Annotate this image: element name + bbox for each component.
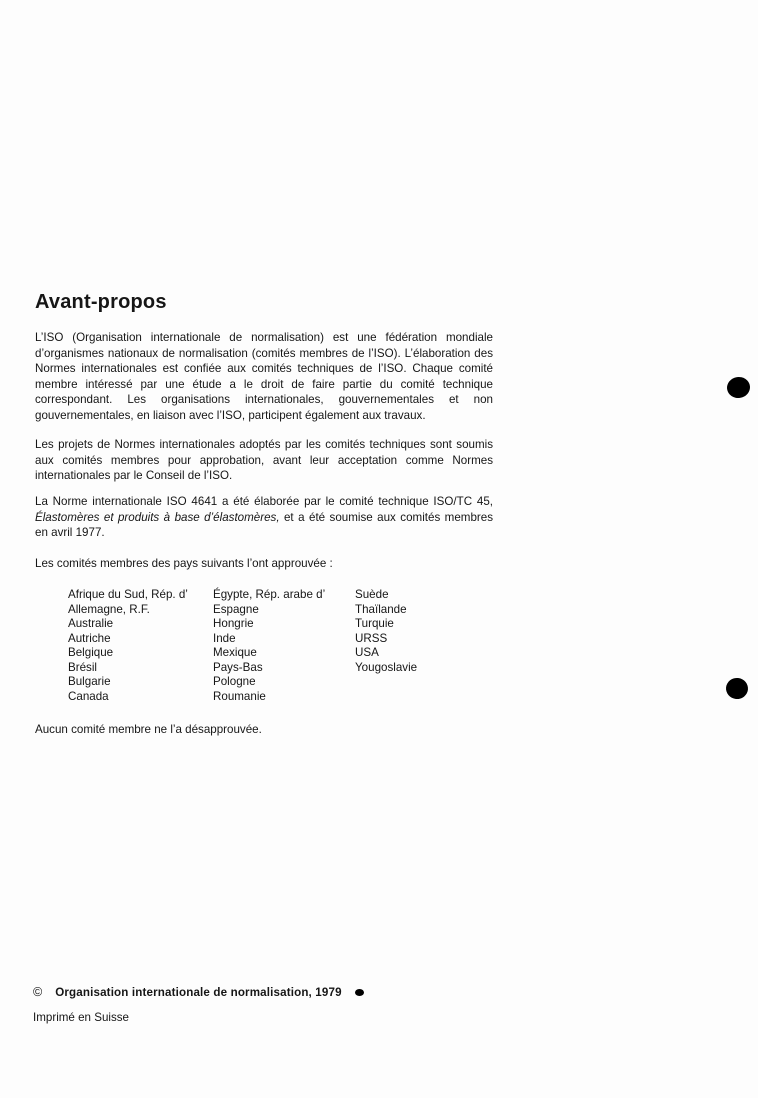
paragraph-3-text: La Norme internationale ISO 4641 a été élaborée par le comité technique ISO/TC 45, xyxy=(35,495,493,508)
country-item: Belgique xyxy=(68,646,114,659)
country-item: Canada xyxy=(68,689,109,703)
country-item: Brésil xyxy=(68,660,97,674)
end-dot-icon xyxy=(355,989,364,996)
foreword-paragraph-2: Les projets de Normes internationales adoptés par les comités techniques sont soumis aux comités membres pour approbation, avant leur acceptation comme Normes internationales par le Conseil de l’ISO. xyxy=(35,438,493,483)
country-item: Espagne xyxy=(213,602,259,616)
copyright-icon: © xyxy=(33,985,43,999)
country-column-3 xyxy=(355,588,417,675)
country-item: Hongrie xyxy=(213,617,254,630)
disapproval-line: Aucun comité membre ne l’a désapprouvée. xyxy=(35,723,262,736)
page-title: Avant-propos xyxy=(35,291,167,313)
country-item: Pays-Bas xyxy=(213,660,263,674)
country-column-1 xyxy=(68,588,188,704)
country-item: Bulgarie xyxy=(68,675,111,688)
printed-in-line: Imprimé en Suisse xyxy=(33,1011,130,1024)
country-item: Égypte, Rép. arabe d’ xyxy=(213,588,326,601)
paragraph-3-citation: Élastomères et produits à base d’élastomères, xyxy=(35,510,280,524)
country-item: Thaïlande xyxy=(355,602,407,616)
country-item: Allemagne, R.F. xyxy=(68,602,150,616)
country-item: Inde xyxy=(213,631,236,645)
country-item: Turquie xyxy=(355,617,394,630)
country-item: Mexique xyxy=(213,646,257,659)
foreword-paragraph-1: L’ISO (Organisation internationale de normalisation) est une fédération mondiale d’organismes nationaux de normalisation (comités membres de l’ISO). L’élaboration des Normes internationales est confiée aux comités techniques de l’ISO. Chaque comité membre intéressé par une étude a le droit de faire partie du comité technique correspondant. Les organisations internationales, gouvernementales et non gouvernementales, en liaison avec l’ISO, participent également aux travaux. xyxy=(35,331,493,422)
country-item: Autriche xyxy=(68,631,111,645)
country-item: Afrique du Sud, Rép. d’ xyxy=(68,588,188,601)
country-item: USA xyxy=(355,646,379,659)
country-item: Suède xyxy=(355,588,389,601)
country-item: Pologne xyxy=(213,675,256,688)
country-item: Yougoslavie xyxy=(355,660,418,674)
country-item: URSS xyxy=(355,631,388,645)
registration-dot-icon xyxy=(726,376,752,400)
country-item: Australie xyxy=(68,617,114,630)
foreword-paragraph-3 xyxy=(35,494,493,541)
paragraph-3-text-end: et a été soumise aux comités membres en avril 1977. xyxy=(35,510,494,540)
copyright-line xyxy=(33,985,364,999)
copyright-text: Organisation internationale de normalisation, 1979 xyxy=(55,985,342,999)
registration-dot-icon xyxy=(725,677,749,700)
country-item: Roumanie xyxy=(213,689,266,703)
country-column-2 xyxy=(213,588,325,704)
approval-intro-line: Les comités membres des pays suivants l’ont approuvée : xyxy=(35,557,333,570)
